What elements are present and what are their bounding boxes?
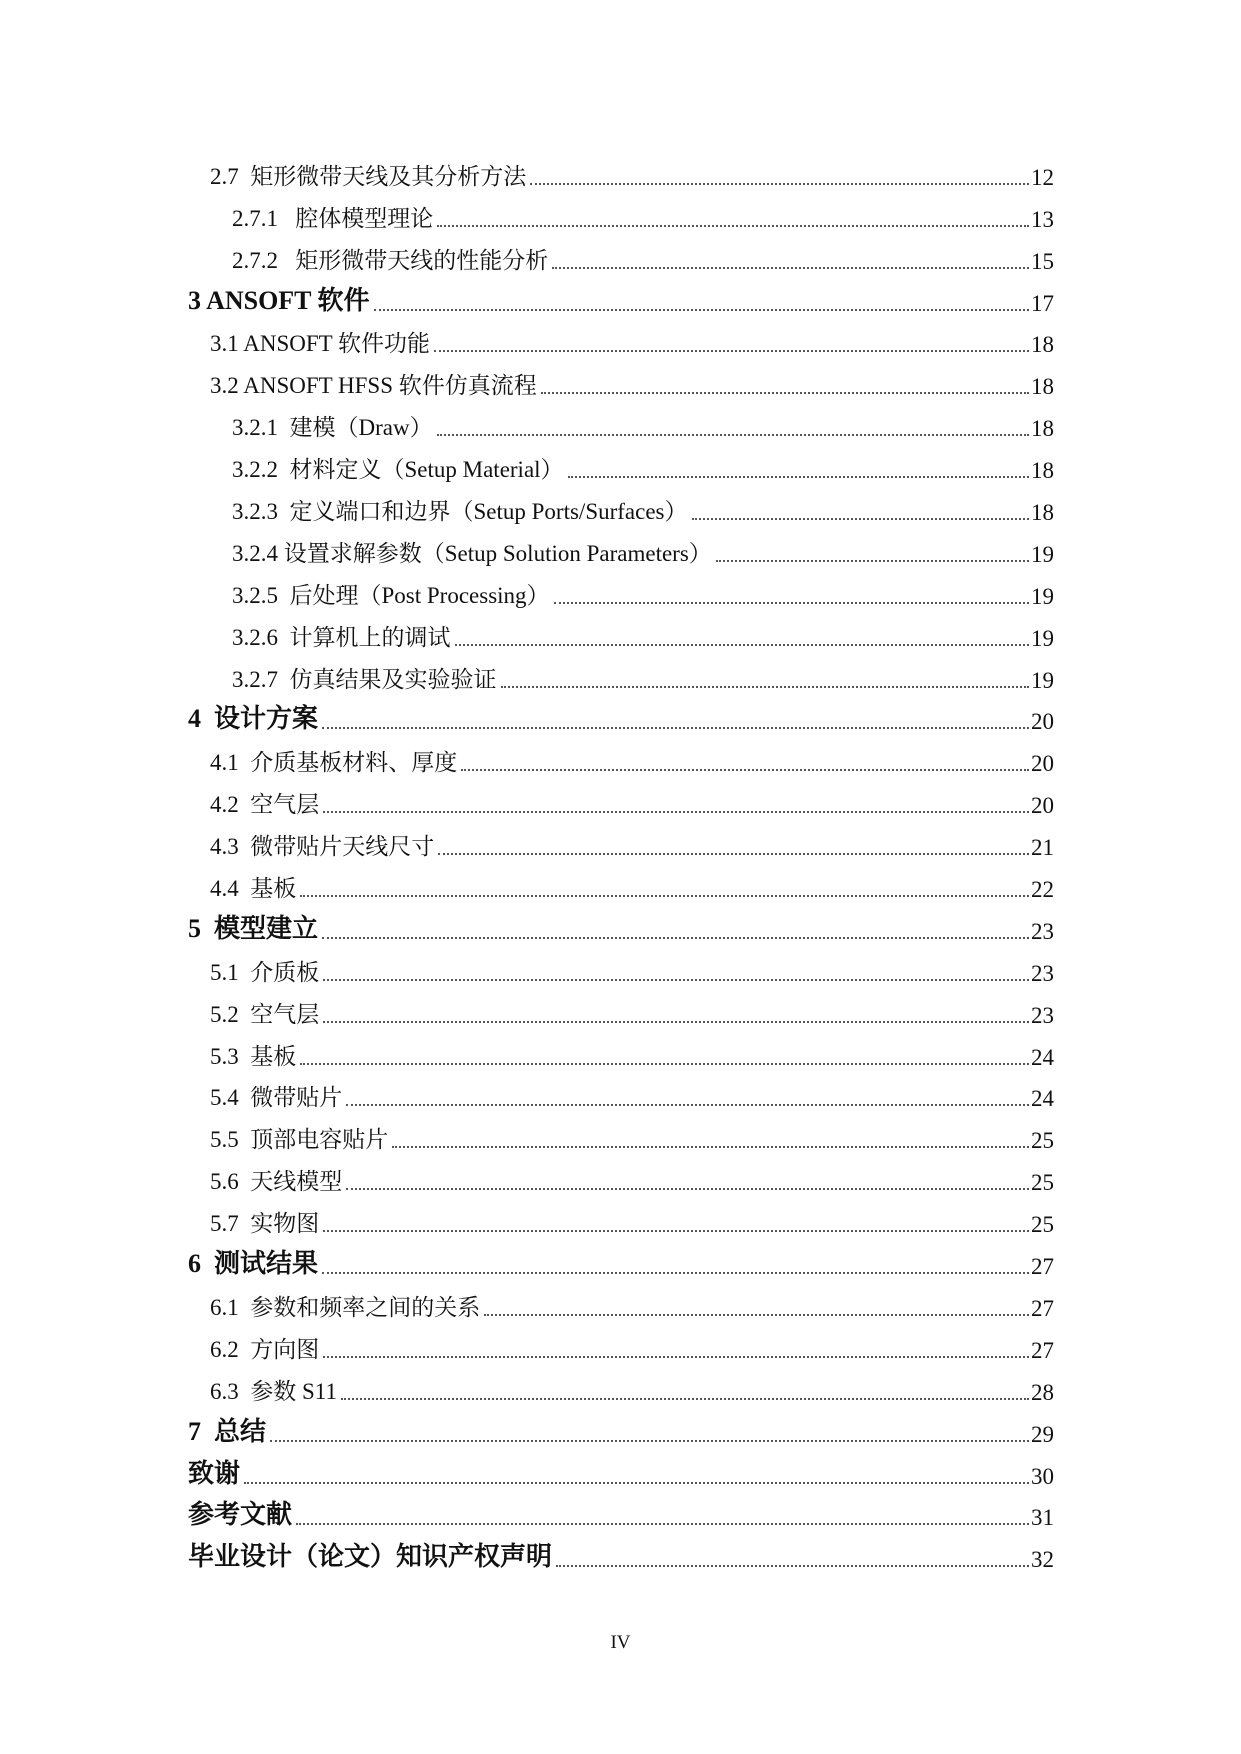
toc-entry[interactable] — [188, 864, 1054, 906]
toc-entry[interactable] — [188, 1451, 1054, 1493]
toc-entry[interactable] — [188, 1157, 1054, 1199]
toc-entry-title: 3.2.2 材料定义（Setup Material） — [232, 457, 564, 483]
toc-entry-page: 24 — [1031, 1044, 1054, 1070]
toc-dot-leader — [323, 1020, 1029, 1023]
toc-dot-leader — [552, 266, 1029, 269]
toc-entry-page: 18 — [1031, 374, 1054, 400]
toc-entry-title: 7 总结 — [188, 1416, 267, 1446]
toc-entry[interactable] — [188, 571, 1054, 613]
toc-entry-page: 15 — [1031, 248, 1054, 274]
toc-entry-page: 23 — [1031, 918, 1054, 944]
toc-entry-page: 17 — [1031, 290, 1054, 316]
toc-entry-page: 27 — [1031, 1295, 1054, 1321]
toc-dot-leader — [484, 1313, 1029, 1316]
toc-entry-page: 27 — [1031, 1254, 1054, 1280]
toc-entry-title: 3.2.6 计算机上的调试 — [232, 624, 451, 650]
toc-entry[interactable] — [188, 1115, 1054, 1157]
toc-entry-title: 4.3 微带贴片天线尺寸 — [210, 834, 435, 860]
toc-dot-leader — [530, 182, 1029, 185]
toc-entry-title: 4.1 介质基板材料、厚度 — [210, 750, 458, 776]
toc-entry-page: 20 — [1031, 709, 1054, 735]
toc-entry-title: 3.2 ANSOFT HFSS 软件仿真流程 — [210, 373, 537, 399]
toc-entry[interactable] — [188, 403, 1054, 445]
toc-entry-title: 3.1 ANSOFT 软件功能 — [210, 331, 431, 357]
toc-entry-title: 5.3 基板 — [210, 1043, 297, 1069]
toc-dot-leader — [434, 349, 1029, 352]
toc-entry[interactable] — [188, 1074, 1054, 1116]
toc-entry-page: 12 — [1031, 164, 1054, 190]
toc-entry-title: 3.2.4 设置求解参数（Setup Solution Parameters） — [232, 540, 712, 566]
toc-entry[interactable] — [188, 655, 1054, 697]
toc-entry[interactable] — [188, 1241, 1054, 1283]
toc-entry-title: 5.1 介质板 — [210, 959, 320, 985]
toc-entry-title: 3.2.1 建模（Draw） — [232, 415, 433, 441]
toc-dot-leader — [323, 1229, 1029, 1232]
toc-entry-page: 21 — [1031, 835, 1054, 861]
toc-entry-title: 5 模型建立 — [188, 913, 319, 943]
toc-entry-title: 3.2.7 仿真结果及实验验证 — [232, 666, 497, 692]
toc-entry-page: 25 — [1031, 1212, 1054, 1238]
toc-entry[interactable] — [188, 1409, 1054, 1451]
toc-entry[interactable] — [188, 361, 1054, 403]
toc-entry-page: 19 — [1031, 667, 1054, 693]
toc-entry-page: 20 — [1031, 751, 1054, 777]
toc-entry[interactable] — [188, 236, 1054, 278]
toc-dot-leader — [556, 1564, 1029, 1567]
toc-entry-page: 29 — [1031, 1421, 1054, 1447]
toc-dot-leader — [300, 1062, 1029, 1065]
toc-entry-title: 参考文献 — [188, 1500, 293, 1530]
toc-entry-title: 4 设计方案 — [188, 704, 319, 734]
toc-dot-leader — [437, 224, 1029, 227]
toc-dot-leader — [323, 810, 1029, 813]
toc-dot-leader — [244, 1481, 1029, 1484]
toc-entry[interactable] — [188, 1032, 1054, 1074]
toc-dot-leader — [346, 1103, 1029, 1106]
toc-entry-page: 30 — [1031, 1463, 1054, 1489]
toc-dot-leader — [501, 685, 1030, 688]
toc-entry-title: 4.4 基板 — [210, 876, 297, 902]
toc-dot-leader — [541, 391, 1029, 394]
toc-entry-page: 27 — [1031, 1337, 1054, 1363]
toc-dot-leader — [438, 852, 1029, 855]
toc-entry-title: 6 测试结果 — [188, 1249, 319, 1279]
toc-entry[interactable] — [188, 990, 1054, 1032]
toc-entry-title: 6.3 参数 S11 — [210, 1378, 337, 1404]
toc-entry[interactable] — [188, 738, 1054, 780]
toc-dot-leader — [554, 601, 1029, 604]
toc-dot-leader — [392, 1145, 1029, 1148]
toc-entry-title: 4.2 空气层 — [210, 792, 320, 818]
toc-entry-page: 19 — [1031, 583, 1054, 609]
toc-entry[interactable] — [188, 1534, 1054, 1576]
toc-dot-leader — [270, 1439, 1029, 1442]
toc-entry-title: 6.1 参数和频率之间的关系 — [210, 1294, 481, 1320]
toc-entry-title: 5.5 顶部电容贴片 — [210, 1127, 389, 1153]
toc-entry-page: 18 — [1031, 500, 1054, 526]
toc-entry-title: 6.2 方向图 — [210, 1336, 320, 1362]
toc-entry-title: 3.2.5 后处理（Post Processing） — [232, 582, 550, 608]
toc-entry[interactable] — [188, 529, 1054, 571]
toc-entry[interactable] — [188, 822, 1054, 864]
toc-entry-title: 5.7 实物图 — [210, 1211, 320, 1237]
toc-entry[interactable] — [188, 278, 1054, 320]
toc-dot-leader — [455, 643, 1030, 646]
toc-entry-page: 18 — [1031, 332, 1054, 358]
toc-entry[interactable] — [188, 1325, 1054, 1367]
toc-dot-leader — [374, 308, 1029, 311]
toc-entry[interactable] — [188, 697, 1054, 739]
toc-entry-page: 25 — [1031, 1128, 1054, 1154]
toc-entry-title: 5.6 天线模型 — [210, 1169, 343, 1195]
toc-entry-page: 25 — [1031, 1170, 1054, 1196]
toc-dot-leader — [322, 1271, 1029, 1274]
toc-dot-leader — [323, 978, 1029, 981]
toc-entry[interactable] — [188, 1367, 1054, 1409]
toc-entry-title: 2.7.1 腔体模型理论 — [232, 205, 434, 231]
toc-dot-leader — [322, 726, 1029, 729]
toc-entry-title: 2.7.2 矩形微带天线的性能分析 — [232, 247, 549, 273]
toc-dot-leader — [296, 1522, 1029, 1525]
toc-entry-page: 22 — [1031, 877, 1054, 903]
page-number: IV — [610, 1632, 631, 1653]
toc-dot-leader — [692, 517, 1029, 520]
toc-entry-page: 32 — [1031, 1547, 1054, 1573]
toc-entry[interactable] — [188, 487, 1054, 529]
toc-entry[interactable] — [188, 780, 1054, 822]
toc-entry[interactable] — [188, 613, 1054, 655]
toc-entry[interactable] — [188, 948, 1054, 990]
toc-entry-title: 3.2.3 定义端口和边界（Setup Ports/Surfaces） — [232, 499, 688, 525]
toc-entry[interactable] — [188, 1283, 1054, 1325]
toc-dot-leader — [716, 559, 1029, 562]
toc-entry[interactable] — [188, 906, 1054, 948]
toc-entry-page: 19 — [1031, 625, 1054, 651]
toc-dot-leader — [300, 894, 1029, 897]
toc-entry[interactable] — [188, 194, 1054, 236]
toc-dot-leader — [322, 936, 1029, 939]
toc-dot-leader — [346, 1187, 1029, 1190]
toc-dot-leader — [437, 433, 1029, 436]
toc-entry-page: 24 — [1031, 1086, 1054, 1112]
toc-entry[interactable] — [188, 152, 1054, 194]
toc-entry-page: 13 — [1031, 206, 1054, 232]
toc-entry[interactable] — [188, 1493, 1054, 1535]
toc-dot-leader — [568, 475, 1029, 478]
toc-entry-title: 致谢 — [188, 1458, 241, 1488]
toc-entry[interactable] — [188, 1199, 1054, 1241]
toc-entry-title: 5.2 空气层 — [210, 1001, 320, 1027]
toc-entry-page: 18 — [1031, 458, 1054, 484]
toc-entry-page: 28 — [1031, 1379, 1054, 1405]
toc-entry-title: 5.4 微带贴片 — [210, 1085, 343, 1111]
toc-dot-leader — [461, 768, 1029, 771]
toc-entry-page: 20 — [1031, 793, 1054, 819]
toc-entry-page: 18 — [1031, 416, 1054, 442]
toc-entry-page: 23 — [1031, 1002, 1054, 1028]
table-of-contents — [188, 152, 1054, 1576]
toc-entry-title: 3 ANSOFT 软件 — [188, 285, 370, 315]
toc-dot-leader — [323, 1355, 1029, 1358]
toc-entry-title: 毕业设计（论文）知识产权声明 — [188, 1542, 553, 1572]
toc-entry-page: 31 — [1031, 1505, 1054, 1531]
toc-entry-page: 19 — [1031, 541, 1054, 567]
toc-entry[interactable] — [188, 445, 1054, 487]
toc-entry-title: 2.7 矩形微带天线及其分析方法 — [210, 163, 527, 189]
toc-entry[interactable] — [188, 320, 1054, 362]
toc-dot-leader — [341, 1397, 1029, 1400]
toc-entry-page: 23 — [1031, 960, 1054, 986]
